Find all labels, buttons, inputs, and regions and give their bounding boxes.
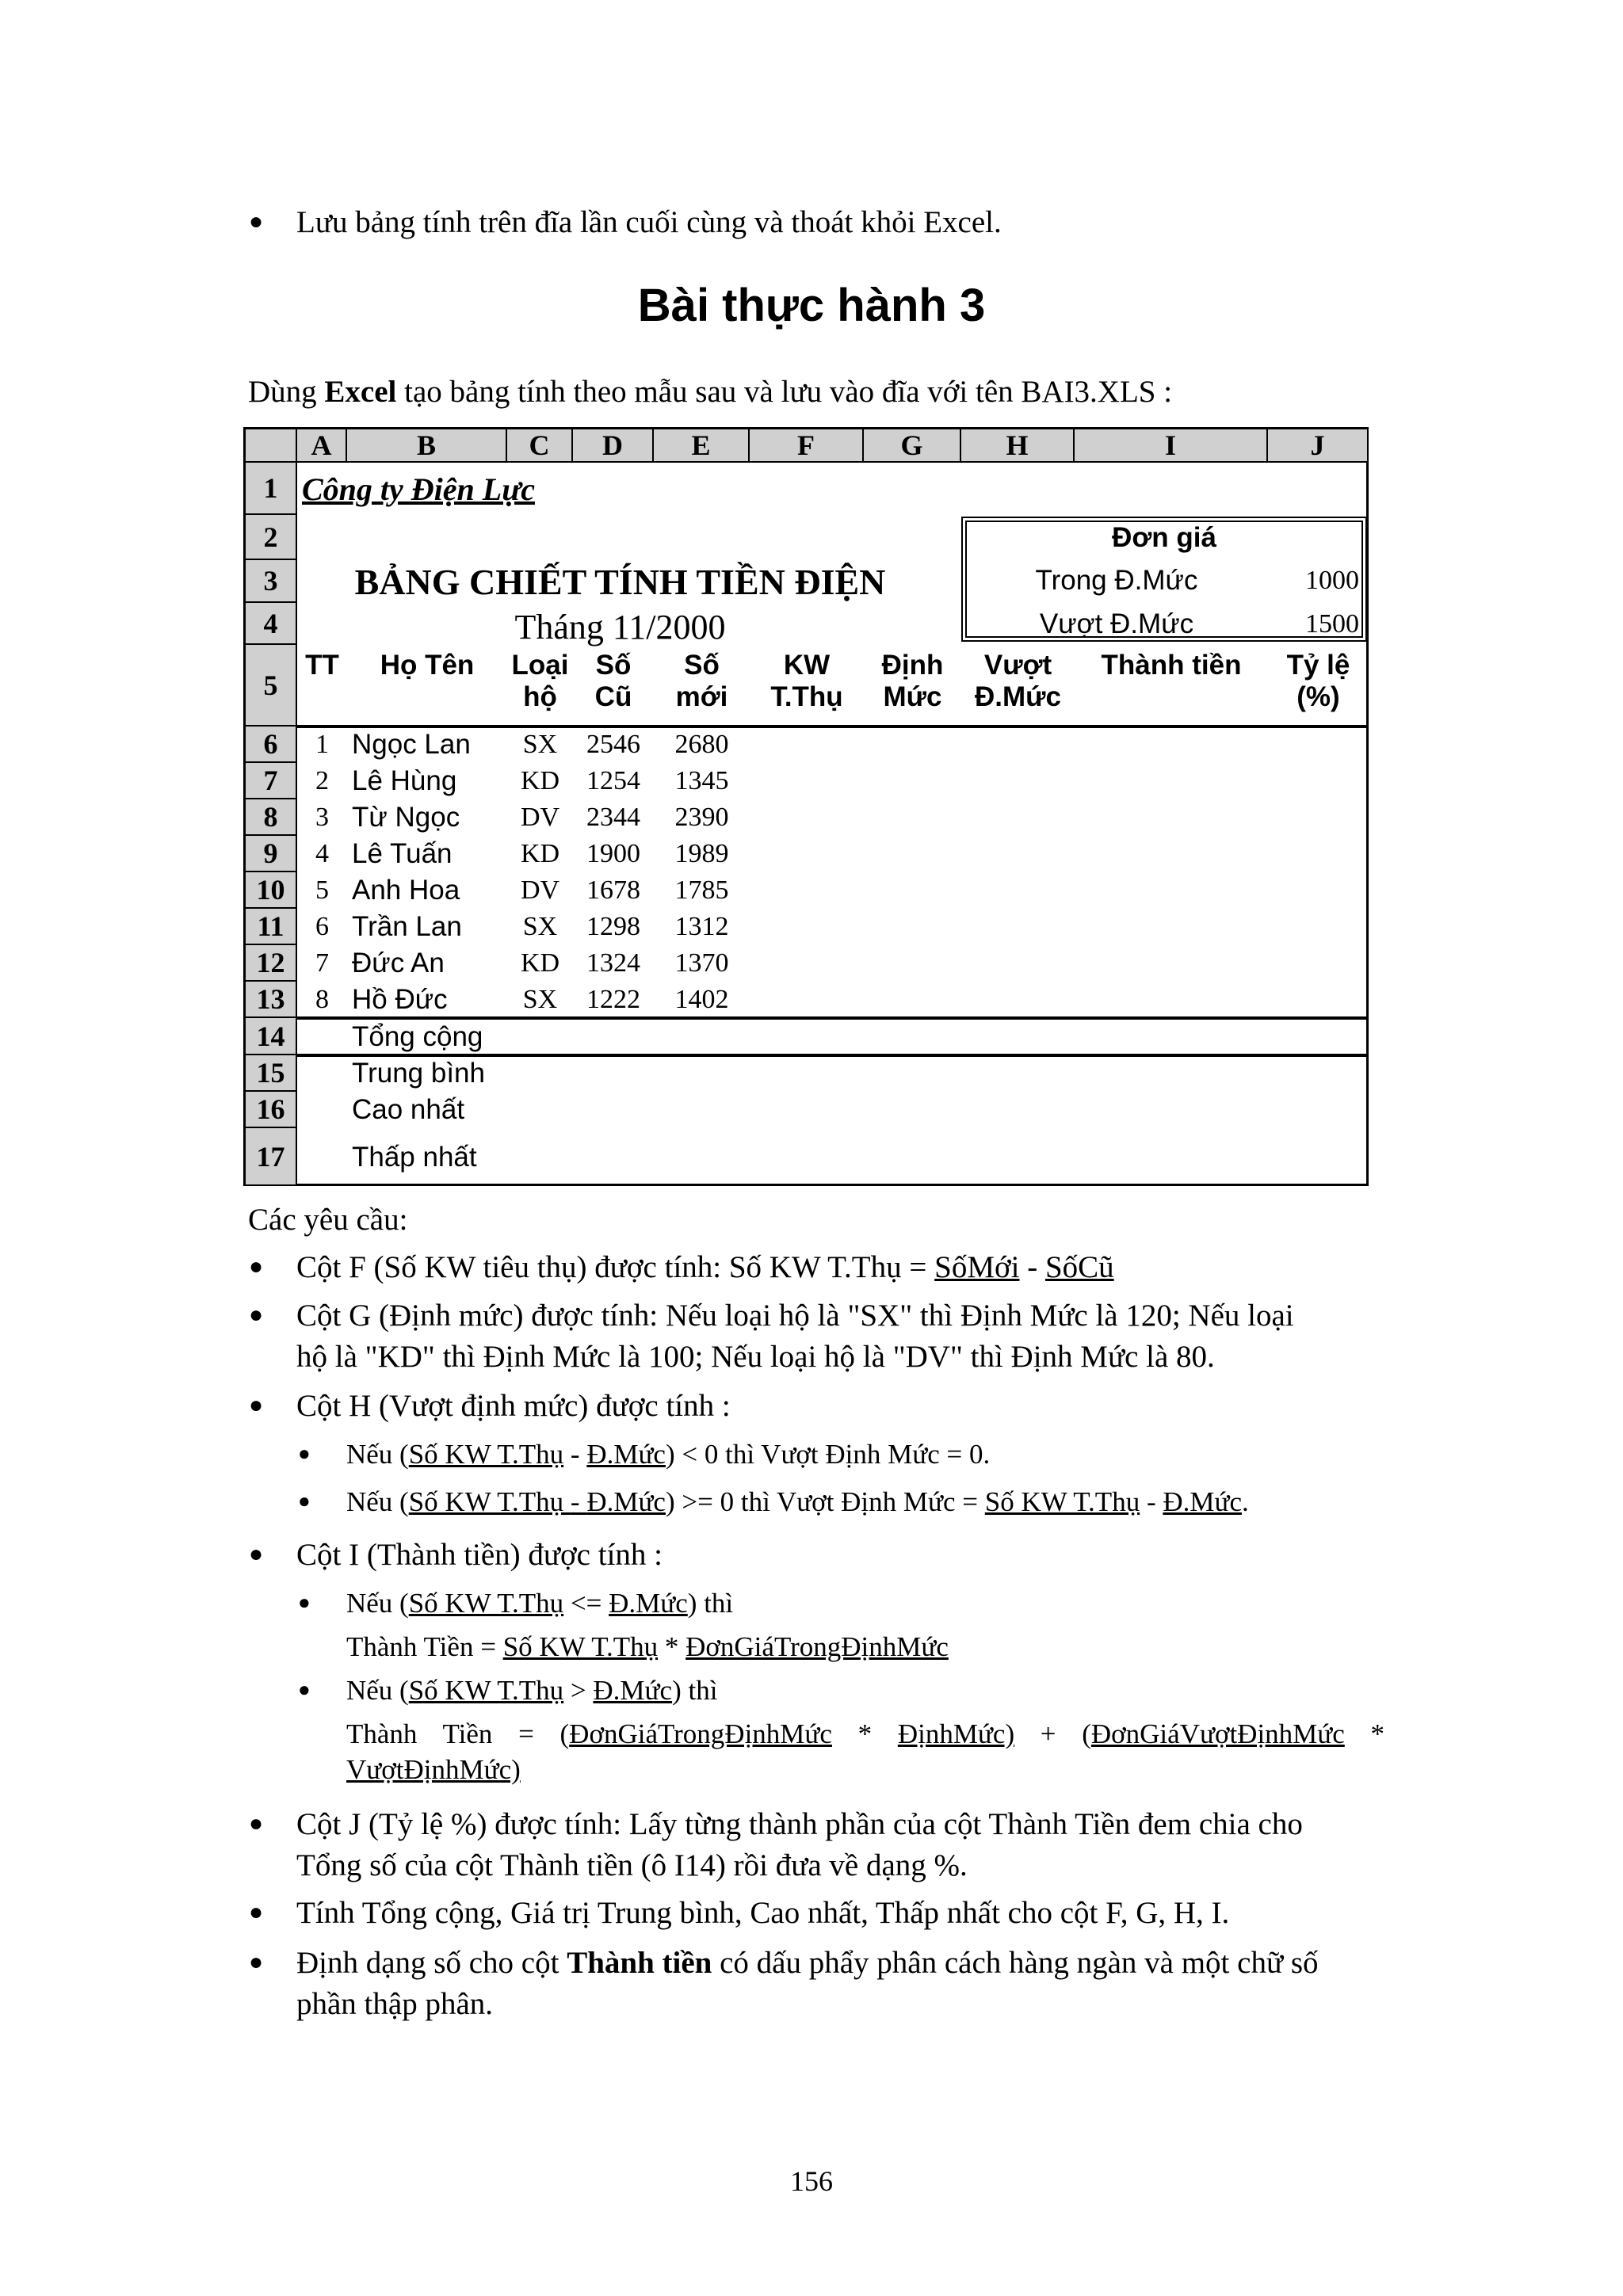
cell-type: DV xyxy=(520,875,560,905)
cell-new: 1345 xyxy=(674,766,729,795)
row-header-3: 3 xyxy=(246,560,297,603)
row-header-12: 12 xyxy=(246,945,297,982)
row-header-9: 9 xyxy=(246,836,297,872)
row-header-14: 14 xyxy=(246,1018,297,1055)
req-i-sub2-line2 xyxy=(346,1716,1384,1753)
column-header-d: D xyxy=(573,429,654,463)
t: Nếu ( xyxy=(346,1439,409,1470)
header-7: Định Mức xyxy=(881,650,944,712)
t: Nếu ( xyxy=(346,1486,409,1517)
t: Số KW T.Thụ xyxy=(984,1486,1140,1517)
req-i-sub2-line3 xyxy=(346,1752,521,1788)
cell-name: Lê Hùng xyxy=(352,765,457,796)
cell-name: Từ Ngọc xyxy=(352,802,460,833)
cell-old: 1222 xyxy=(586,985,640,1014)
req-format xyxy=(296,1943,1319,1983)
row-header-11: 11 xyxy=(246,909,297,945)
t: Nếu ( xyxy=(346,1588,409,1619)
cell-tt: 5 xyxy=(315,875,329,905)
req-h-sub1 xyxy=(346,1436,990,1473)
bullet-icon: ● xyxy=(298,1678,311,1701)
cell-type: KD xyxy=(520,948,560,978)
t: Đ.Mức xyxy=(593,1675,673,1706)
t: Số KW T.Thụ xyxy=(408,1486,571,1517)
corner-cell xyxy=(246,429,297,463)
req-format-line2: phần thập phân. xyxy=(296,1987,494,2021)
t: Thành tiền xyxy=(567,1946,712,1980)
row-header-10: 10 xyxy=(246,872,297,909)
report-title: BẢNG CHIẾT TÍNH TIỀN ĐIỆN xyxy=(354,561,886,602)
summary-label: Trung bình xyxy=(352,1058,485,1089)
req-h-sub2 xyxy=(346,1484,1249,1520)
t: - xyxy=(563,1439,587,1470)
req-i-sub1 xyxy=(346,1585,733,1622)
header-1: TT xyxy=(305,650,339,681)
cell-old: 1900 xyxy=(586,839,640,868)
req-f xyxy=(296,1248,1114,1287)
cell-tt: 6 xyxy=(315,912,329,941)
instruction-pre: Dùng xyxy=(248,375,325,409)
cell-new: 1785 xyxy=(674,875,729,905)
page-number: 156 xyxy=(790,2165,833,2197)
cell-old: 1324 xyxy=(586,948,640,978)
t: VượtĐịnhMức) xyxy=(346,1754,521,1785)
price-value: 1500 xyxy=(1305,609,1359,639)
bullet-icon: ● xyxy=(249,1392,264,1418)
header-10: Tỷ lệ (%) xyxy=(1286,650,1350,712)
instruction xyxy=(248,372,1172,412)
column-header-h: H xyxy=(961,429,1075,463)
cell-tt: 3 xyxy=(315,803,329,832)
row-header-13: 13 xyxy=(246,982,297,1018)
t: ĐơnGiáTrongĐịnhMức xyxy=(685,1631,949,1662)
t: * xyxy=(831,1718,898,1749)
t: <= xyxy=(563,1588,609,1619)
header-6: KW T.Thụ xyxy=(770,650,843,712)
row-header-5: 5 xyxy=(246,645,297,727)
spreadsheet xyxy=(243,427,1369,1186)
t: . xyxy=(1242,1486,1249,1517)
price-label: Vượt Đ.Mức xyxy=(1039,608,1194,639)
column-header-i: I xyxy=(1075,429,1268,463)
t: Số KW T.Thụ xyxy=(502,1631,659,1662)
cell-old: 1254 xyxy=(586,766,640,795)
bullet-icon: ● xyxy=(298,1442,311,1465)
bullet-icon: ● xyxy=(298,1591,311,1614)
cell-type: SX xyxy=(522,985,558,1014)
cell-type: KD xyxy=(520,766,560,795)
cell-name: Đức An xyxy=(352,948,445,978)
req-f-mid: - xyxy=(1019,1250,1045,1284)
bullet-icon: ● xyxy=(249,1810,264,1836)
req-j-line1: Cột J (Tỷ lệ %) được tính: Lấy từng thành phần của cột Thành Tiền đem chia cho xyxy=(296,1807,1303,1841)
t: Nếu ( xyxy=(346,1675,409,1706)
header-2: Họ Tên xyxy=(380,650,475,681)
t: - xyxy=(570,1486,587,1517)
bullet-icon: ● xyxy=(249,1302,264,1328)
row-header-8: 8 xyxy=(246,799,297,836)
t: - xyxy=(1140,1486,1163,1517)
cell-name: Trần Lan xyxy=(352,911,462,942)
column-header-c: C xyxy=(507,429,573,463)
req-f-text: Cột F (Số KW tiêu thụ) được tính: Số KW T.Thụ = xyxy=(296,1250,935,1284)
row-header-16: 16 xyxy=(246,1092,297,1128)
header-5: Số mới xyxy=(675,650,728,712)
price-label: Trong Đ.Mức xyxy=(1035,565,1198,596)
cell-new: 1989 xyxy=(674,839,729,868)
cell-tt: 1 xyxy=(315,730,329,759)
cell-type: DV xyxy=(520,803,560,832)
intro-text: Lưu bảng tính trên đĩa lần cuối cùng và thoát khỏi Excel. xyxy=(296,205,1002,239)
cell-name: Ngọc Lan xyxy=(352,729,471,760)
cell-tt: 7 xyxy=(315,948,329,978)
header-9: Thành tiền xyxy=(1101,650,1242,681)
t: Đ.Mức xyxy=(609,1588,688,1619)
cell-tt: 8 xyxy=(315,985,329,1014)
cell-new: 2390 xyxy=(674,803,729,832)
summary-label: Cao nhất xyxy=(352,1094,465,1125)
row-header-6: 6 xyxy=(246,727,297,763)
req-i-sub1-line2 xyxy=(346,1629,949,1665)
column-header-f: F xyxy=(750,429,864,463)
column-header-j: J xyxy=(1268,429,1369,463)
cell-type: SX xyxy=(522,912,558,941)
t: Số KW T.Thụ xyxy=(408,1675,564,1706)
instruction-bold: Excel xyxy=(324,375,397,409)
req-i-heading: Cột I (Thành tiền) được tính : xyxy=(296,1538,663,1572)
company-name: Công ty Điện Lực xyxy=(302,471,535,507)
cell-type: SX xyxy=(522,730,558,759)
cell-type: KD xyxy=(520,839,560,868)
t: Thành Tiền = xyxy=(346,1631,503,1662)
report-month: Tháng 11/2000 xyxy=(514,607,726,646)
instruction-post: tạo bảng tính theo mẫu sau và lưu vào đĩa với tên BAI3.XLS : xyxy=(396,375,1173,409)
bullet-icon: ● xyxy=(249,1253,264,1280)
t: ĐịnhMức) xyxy=(897,1718,1015,1749)
row-header-1: 1 xyxy=(246,463,297,515)
cell-tt: 4 xyxy=(315,839,329,868)
t: ) thì xyxy=(687,1588,734,1619)
summary-label: Tổng cộng xyxy=(352,1020,483,1052)
t: ) >= 0 thì Vượt Định Mức = xyxy=(665,1486,985,1517)
t: Số KW T.Thụ xyxy=(408,1588,564,1619)
t: ) < 0 thì Vượt Định Mức = 0. xyxy=(665,1439,991,1470)
t: Định dạng số cho cột xyxy=(296,1946,567,1980)
column-header-g: G xyxy=(864,429,961,463)
header-4: Số Cũ xyxy=(594,650,632,712)
bullet-icon: ● xyxy=(249,1541,264,1567)
header-3: Loại hộ xyxy=(511,650,569,712)
price-value: 1000 xyxy=(1305,566,1359,595)
row-header-15: 15 xyxy=(246,1055,297,1092)
column-header-e: E xyxy=(654,429,750,463)
t: Đ.Mức xyxy=(586,1486,666,1517)
cell-new: 1402 xyxy=(674,985,729,1014)
cell-name: Anh Hoa xyxy=(352,875,460,906)
bullet-icon: ● xyxy=(249,1899,264,1925)
req-totals: Tính Tổng cộng, Giá trị Trung bình, Cao nhất, Thấp nhất cho cột F, G, H, I. xyxy=(296,1896,1230,1930)
page-title: Bài thực hành 3 xyxy=(637,280,986,331)
bullet-icon: ● xyxy=(298,1489,311,1512)
requirements-label: Các yêu cầu: xyxy=(248,1203,408,1237)
t: Đ.Mức xyxy=(586,1439,666,1470)
req-g-line2: hộ là "KD" thì Định Mức là 100; Nếu loại hộ là "DV" thì Định Mức là 80. xyxy=(296,1340,1215,1374)
cell-new: 1370 xyxy=(674,948,729,978)
column-header-a: A xyxy=(297,429,347,463)
price-box-heading: Đơn giá xyxy=(1112,522,1216,553)
req-f-u1: SốMới xyxy=(934,1250,1020,1284)
summary-label: Thấp nhất xyxy=(352,1141,477,1173)
req-h-heading: Cột H (Vượt định mức) được tính : xyxy=(296,1389,731,1423)
req-f-u2: SốCũ xyxy=(1044,1250,1114,1284)
bullet-icon: ● xyxy=(249,1949,264,1975)
t: ĐơnGiáVượtĐịnhMức xyxy=(1090,1718,1345,1749)
t: + ( xyxy=(1014,1718,1091,1749)
cell-old: 1298 xyxy=(586,912,640,941)
cell-name: Hồ Đức xyxy=(352,984,448,1015)
t: ĐơnGiáTrongĐịnhMức xyxy=(569,1718,832,1749)
column-header-b: B xyxy=(347,429,507,463)
cell-old: 1678 xyxy=(586,875,640,905)
t: * xyxy=(1344,1718,1384,1749)
t: Thành Tiền = ( xyxy=(346,1718,570,1749)
t: ) thì xyxy=(672,1675,718,1706)
t: Đ.Mức xyxy=(1163,1486,1243,1517)
cell-new: 1312 xyxy=(674,912,729,941)
cell-old: 2546 xyxy=(586,730,640,759)
header-8: Vượt Đ.Mức xyxy=(975,650,1061,712)
cell-tt: 2 xyxy=(315,766,329,795)
cell-new: 2680 xyxy=(674,730,729,759)
cell-name: Lê Tuấn xyxy=(352,838,453,869)
t: có dấu phẩy phân cách hàng ngàn và một chữ số xyxy=(712,1946,1319,1980)
req-g-line1: Cột G (Định mức) được tính: Nếu loại hộ là "SX" thì Định Mức là 120; Nếu loại xyxy=(296,1299,1294,1333)
t: Số KW T.Thụ xyxy=(408,1439,564,1470)
bullet-icon: ● xyxy=(249,208,264,235)
row-header-17: 17 xyxy=(246,1128,297,1186)
req-j-line2: Tổng số của cột Thành tiền (ô I14) rồi đưa về dạng %. xyxy=(296,1848,968,1882)
t: > xyxy=(563,1675,594,1706)
row-header-2: 2 xyxy=(246,515,297,560)
req-i-sub2 xyxy=(346,1672,717,1709)
t: * xyxy=(658,1631,686,1662)
cell-old: 2344 xyxy=(586,803,640,832)
row-header-7: 7 xyxy=(246,763,297,799)
row-header-4: 4 xyxy=(246,603,297,645)
